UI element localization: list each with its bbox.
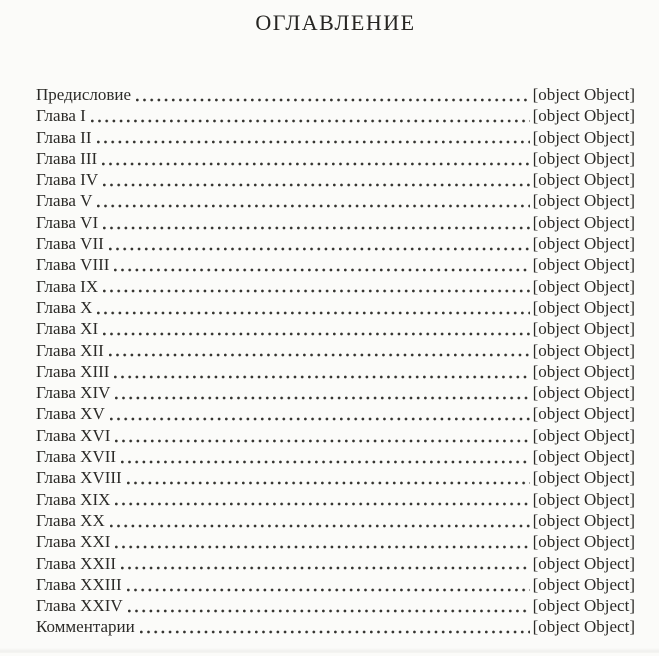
toc-entry xyxy=(36,127,635,148)
dot-leader xyxy=(97,204,529,208)
toc-entry-label: Глава XI xyxy=(36,319,99,339)
toc-entry-page-number: [object Object] xyxy=(532,212,635,232)
toc-entry-label: Глава II xyxy=(36,127,92,147)
toc-entry xyxy=(36,84,635,105)
dot-leader xyxy=(91,119,530,123)
dot-leader xyxy=(127,588,530,592)
toc-entry-page-number: [object Object] xyxy=(532,596,635,616)
toc-entry-page-number: [object Object] xyxy=(532,319,635,339)
toc-entry-page-number: [object Object] xyxy=(532,297,635,317)
dot-leader xyxy=(114,268,529,272)
toc-entry-page-number: [object Object] xyxy=(532,148,635,168)
dot-leader xyxy=(110,417,530,421)
toc-entry xyxy=(36,574,635,595)
dot-leader xyxy=(103,332,529,336)
dot-leader xyxy=(110,524,530,528)
toc-entry-label: Глава VII xyxy=(36,234,104,254)
toc-entry-page-number: [object Object] xyxy=(532,617,635,637)
toc-entry-label: Глава XVI xyxy=(36,425,111,445)
dot-leader xyxy=(103,289,529,293)
dot-leader xyxy=(121,566,530,570)
toc-entry-page-number: [object Object] xyxy=(532,276,635,296)
toc-entry-page-number: [object Object] xyxy=(532,383,635,403)
toc-entry-label: Глава I xyxy=(36,106,86,126)
toc-entry xyxy=(36,361,635,382)
dot-leader xyxy=(115,545,529,549)
toc-entry xyxy=(36,595,635,616)
toc-entry-label: Глава XV xyxy=(36,404,105,424)
toc-entry-label: Глава XVII xyxy=(36,447,117,467)
toc-entry-page-number: [object Object] xyxy=(532,234,635,254)
toc-entry-label: Глава XXIII xyxy=(36,574,122,594)
dot-leader xyxy=(102,162,529,166)
toc-entry-page-number: [object Object] xyxy=(532,191,635,211)
toc-entry xyxy=(36,105,635,126)
toc-entry xyxy=(36,190,635,211)
toc-entry xyxy=(36,276,635,297)
toc-entry-page-number: [object Object] xyxy=(532,468,635,488)
toc-entry-page-number: [object Object] xyxy=(532,340,635,360)
toc-entry-page-number: [object Object] xyxy=(532,532,635,552)
toc-entry-label: Глава IX xyxy=(36,276,99,296)
toc-entry-label: Глава X xyxy=(36,297,93,317)
toc-entry-page-number: [object Object] xyxy=(532,85,635,104)
toc-entry xyxy=(36,212,635,233)
toc-entry xyxy=(36,489,635,510)
toc-entry-label: Глава XXII xyxy=(36,553,117,573)
toc-entry xyxy=(36,233,635,254)
toc-entry-label: Глава VI xyxy=(36,212,99,232)
dot-leader xyxy=(140,630,530,634)
toc-entry-label: Глава XIII xyxy=(36,361,110,381)
toc-entry xyxy=(36,446,635,467)
dot-leader xyxy=(136,98,530,102)
dot-leader xyxy=(103,183,529,187)
toc-entry-label: Комментарии xyxy=(36,617,135,637)
page-title: ОГЛАВЛЕНИЕ xyxy=(255,10,416,35)
toc-entry-page-number: [object Object] xyxy=(532,553,635,573)
toc-entry-label: Глава IV xyxy=(36,170,99,190)
toc-entry xyxy=(36,254,635,275)
toc-entry-page-number: [object Object] xyxy=(532,574,635,594)
dot-leader xyxy=(127,481,530,485)
toc-entry-page-number: [object Object] xyxy=(532,106,635,126)
toc-entry xyxy=(36,616,635,637)
toc-entry-page-number: [object Object] xyxy=(532,127,635,147)
dot-leader xyxy=(115,439,529,443)
toc-entry-page-number: [object Object] xyxy=(532,489,635,509)
toc-entry-label: Глава VIII xyxy=(36,255,110,275)
dot-leader xyxy=(103,226,529,230)
toc-entry-label: Предисловие xyxy=(36,85,132,104)
toc-entry xyxy=(36,340,635,361)
dot-leader xyxy=(128,609,530,613)
toc-entry xyxy=(36,148,635,169)
toc-entry-page-number: [object Object] xyxy=(532,510,635,530)
toc-entry-label: Глава XVIII xyxy=(36,468,122,488)
dot-leader xyxy=(109,247,530,251)
toc-entry xyxy=(36,297,635,318)
toc-entry-page-number: [object Object] xyxy=(532,425,635,445)
toc-entry-label: Глава V xyxy=(36,191,93,211)
dot-leader xyxy=(109,353,530,357)
toc-entry xyxy=(36,467,635,488)
toc-entry xyxy=(36,382,635,403)
dot-leader xyxy=(97,140,530,144)
toc-entry-label: Глава XIX xyxy=(36,489,111,509)
dot-leader xyxy=(121,460,530,464)
toc-entry-label: Глава III xyxy=(36,148,98,168)
dot-leader xyxy=(114,375,529,379)
toc-entry xyxy=(36,425,635,446)
toc-entry-page-number: [object Object] xyxy=(532,404,635,424)
toc-entry xyxy=(36,318,635,339)
dot-leader xyxy=(97,311,529,315)
toc-entry xyxy=(36,531,635,552)
dot-leader xyxy=(115,396,529,400)
toc-entry-label: Глава XXIV xyxy=(36,596,123,616)
toc-entry xyxy=(36,403,635,424)
dot-leader xyxy=(115,502,529,506)
toc-entry-label: Глава XXI xyxy=(36,532,111,552)
toc-entry-label: Глава XX xyxy=(36,510,105,530)
toc-entry-page-number: [object Object] xyxy=(532,361,635,381)
toc-entry xyxy=(36,510,635,531)
toc-entry-label: Глава XII xyxy=(36,340,104,360)
toc-entry-page-number: [object Object] xyxy=(532,255,635,275)
toc-entry-page-number: [object Object] xyxy=(532,170,635,190)
page-bottom-scan-artifact xyxy=(0,648,659,653)
toc-list xyxy=(36,84,635,638)
toc-entry-label: Глава XIV xyxy=(36,383,111,403)
toc-entry xyxy=(36,553,635,574)
toc-entry-page-number: [object Object] xyxy=(532,447,635,467)
toc-entry xyxy=(36,169,635,190)
